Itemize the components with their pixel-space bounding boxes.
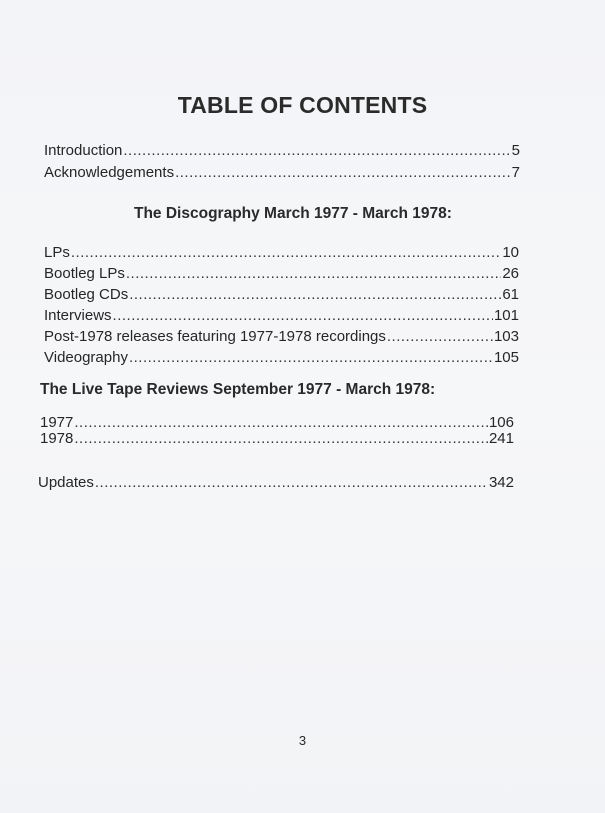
section-heading-live-tape-reviews: The Live Tape Reviews September 1977 - March 1978: bbox=[40, 381, 436, 398]
toc-leader-dots bbox=[95, 474, 488, 492]
toc-entry-updates bbox=[38, 474, 514, 492]
toc-entry-label: 1978 bbox=[40, 430, 74, 447]
toc-entry-page: 101 bbox=[493, 307, 519, 324]
toc-leader-dots bbox=[129, 286, 501, 304]
toc-entry-label: Post-1978 releases featuring 1977-1978 recordings bbox=[44, 328, 386, 345]
toc-entry-interviews bbox=[44, 307, 519, 325]
toc-entry-label: Acknowledgements bbox=[44, 164, 175, 181]
toc-entry-page: 7 bbox=[511, 164, 520, 181]
page-title: TABLE OF CONTENTS bbox=[177, 92, 428, 118]
toc-leader-dots bbox=[175, 164, 511, 182]
toc-entry-videography bbox=[44, 349, 519, 367]
toc-entry-1978 bbox=[40, 430, 514, 448]
toc-leader-dots bbox=[71, 244, 501, 262]
toc-entry-page: 5 bbox=[511, 142, 520, 159]
toc-entry-page: 103 bbox=[493, 328, 519, 345]
toc-entry-lps bbox=[44, 244, 519, 262]
page-number: 3 bbox=[298, 733, 307, 748]
toc-entry-label: Interviews bbox=[44, 307, 112, 324]
toc-leader-dots bbox=[387, 328, 493, 346]
toc-entry-label: Bootleg LPs bbox=[44, 265, 125, 282]
toc-entry-page: 26 bbox=[502, 265, 519, 282]
section-heading-discography: The Discography March 1977 - March 1978: bbox=[134, 205, 452, 222]
toc-entry-page: 10 bbox=[502, 244, 519, 261]
toc-entry-label: 1977 bbox=[40, 414, 74, 431]
toc-leader-dots bbox=[126, 265, 501, 283]
toc-leader-dots bbox=[123, 142, 510, 160]
toc-leader-dots bbox=[113, 307, 493, 325]
toc-entry-page: 106 bbox=[488, 414, 514, 431]
toc-entry-label: LPs bbox=[44, 244, 70, 261]
toc-entry-label: Bootleg CDs bbox=[44, 286, 129, 303]
toc-entry-acknowledgements bbox=[44, 164, 520, 182]
toc-entry-bootleg-lps bbox=[44, 265, 519, 283]
toc-entry-page: 342 bbox=[488, 474, 514, 491]
toc-entry-label: Updates bbox=[38, 474, 94, 491]
toc-entry-page: 105 bbox=[493, 349, 519, 366]
toc-entry-bootleg-cds bbox=[44, 286, 519, 304]
toc-leader-dots bbox=[129, 349, 493, 367]
toc-entry-page: 241 bbox=[488, 430, 514, 447]
toc-entry-label: Videography bbox=[44, 349, 128, 366]
toc-entry-post-1978-releases bbox=[44, 328, 519, 346]
toc-leader-dots bbox=[74, 430, 488, 448]
toc-entry-introduction bbox=[44, 142, 520, 160]
toc-entry-page: 61 bbox=[502, 286, 519, 303]
toc-entry-label: Introduction bbox=[44, 142, 123, 159]
